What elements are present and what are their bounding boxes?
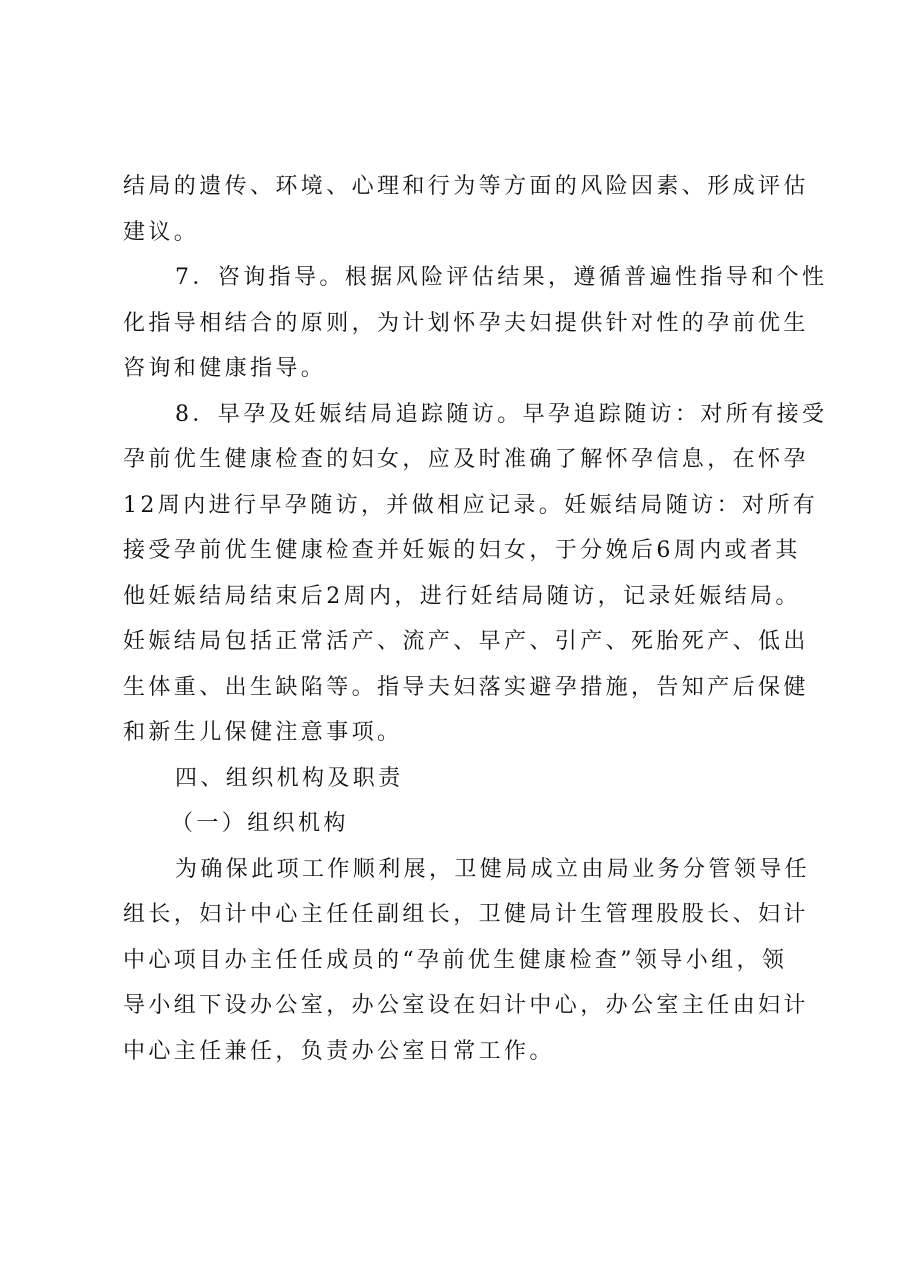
paragraph-line-8: 12周内进行早孕随访，并做相应记录。妊娠结局随访：对所有 xyxy=(123,492,819,518)
paragraph-line-19: 导小组下设办公室，办公室设在妇计中心，办公室主任由妇计 xyxy=(123,993,809,1018)
subsection-heading: （一）组织机构 xyxy=(171,811,349,836)
paragraph-line-18: 中心项目办主任任成员的“孕前优生健康检查”领导小组，领 xyxy=(123,947,788,973)
paragraph-line-7: 孕前优生健康检查的妇女，应及时准确了解怀孕信息，在怀孕 xyxy=(123,447,809,472)
section-heading: 四、组织机构及职责 xyxy=(175,765,404,791)
paragraph-line-16: 为确保此项工作顺利展，卫健局成立由局业务分管领导任 xyxy=(175,856,811,882)
paragraph-line-17: 组长，妇计中心主任任副组长，卫健局计生管理股股长、妇计 xyxy=(123,902,809,927)
paragraph-line-1: 结局的遗传、环境、心理和行为等方面的风险因素、形成评估 xyxy=(123,174,809,199)
paragraph-line-3: 7．咨询指导。根据风险评估结果，遵循普遍性指导和个性 xyxy=(175,265,828,290)
paragraph-line-5: 咨询和健康指导。 xyxy=(123,356,327,381)
paragraph-line-4: 化指导相结合的原则，为计划怀孕夫妇提供针对性的孕前优生 xyxy=(123,310,809,336)
paragraph-line-2: 建议。 xyxy=(123,219,200,245)
paragraph-line-13: 和新生儿保健注意事项。 xyxy=(123,720,403,745)
paragraph-line-20: 中心主任兼任，负责办公室日常工作。 xyxy=(123,1038,555,1064)
paragraph-line-6: 8．早孕及妊娠结局追踪随访。早孕追踪随访：对所有接受 xyxy=(175,401,828,427)
paragraph-line-11: 妊娠结局包括正常活产、流产、早产、引产、死胎死产、低出 xyxy=(123,629,809,654)
paragraph-line-12: 生体重、出生缺陷等。指导夫妇落实避孕措施，告知产后保健 xyxy=(123,674,809,700)
document-body xyxy=(123,164,828,1074)
paragraph-line-10: 他妊娠结局结束后2周内，进行妊结局随访，记录妊娠结局。 xyxy=(123,583,801,609)
paragraph-line-9: 接受孕前优生健康检查并妊娠的妇女，于分娩后6周内或者其 xyxy=(123,538,801,563)
